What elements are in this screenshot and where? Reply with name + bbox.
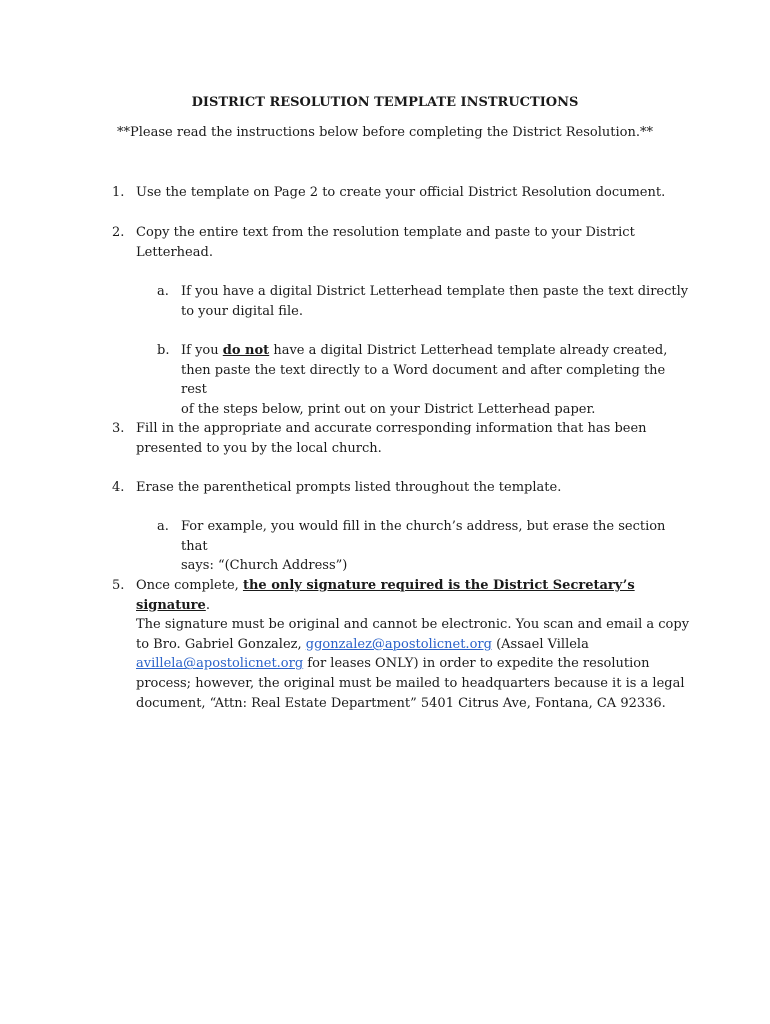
sub-item-text-line: to your digital file. [181,303,303,319]
list-item-text-line: process; however, the original must be mailed to headquarters because it is a legal [136,675,685,691]
text-run: . [205,597,210,613]
list-number: 1. [112,185,125,200]
sub-item-text-line: then paste the text directly to a Word document and after completing the rest [181,362,666,398]
sub-item-4a [157,517,691,576]
sub-item-text-line [181,341,691,361]
list-number: 4. [112,480,125,495]
text-run: Once complete, [136,578,243,593]
list-item-text-line [136,654,696,674]
list-item-1 [112,183,696,203]
list-item-3 [112,419,696,458]
sub-item-letter: a. [157,284,169,299]
text-run: have a digital District Letterhead template already created, [269,343,668,358]
text-run: (Assael Villela [491,636,589,652]
document-title: DISTRICT RESOLUTION TEMPLATE INSTRUCTIONS [191,95,579,110]
text-run: to Bro. Gabriel Gonzalez, [136,636,306,652]
list-item-text-line: Fill in the appropriate and accurate corresponding information that has been [136,421,647,436]
sub-item-text-line: says: “(Church Address”) [181,558,348,574]
list-item-text: Use the template on Page 2 to create your official District Resolution document. [136,185,666,200]
document-subtitle: **Please read the instructions below before completing the District Resolution.** [117,125,653,140]
list-item-text-line [136,576,696,615]
list-item-2 [112,223,696,262]
sub-item-text-line: For example, you would fill in the church’s address, but erase the section that [181,519,666,554]
sub-item-2b [157,341,691,419]
list-item-4 [112,478,696,498]
sub-item-letter: a. [157,519,169,534]
sub-item-text-line: of the steps below, print out on your District Letterhead paper. [181,401,596,417]
list-item-text-line [136,635,696,655]
email-link-avillela[interactable]: avillela@apostolicnet.org [136,656,304,672]
emphasis-do-not: do not [222,343,270,358]
email-link-ggonzalez[interactable]: ggonzalez@apostolicnet.org [305,636,492,652]
list-item-text-line: The signature must be original and cannot be electronic. You scan and email a copy [136,617,690,633]
sub-item-text-line: If you have a digital District Letterhead template then paste the text directly [181,284,689,299]
list-number: 2. [112,225,125,240]
list-item-text-line: presented to you by the local church. [136,440,382,456]
list-item-text-line: Copy the entire text from the resolution template and paste to your District [136,225,635,240]
list-item-text-line: Letterhead. [136,244,213,260]
text-run: If you [181,343,223,358]
list-item-text-line: document, “Attn: Real Estate Department” 5401 Citrus Ave, Fontana, CA 92336. [136,695,666,711]
list-number: 3. [112,421,125,436]
emphasis-signature-required: the only signature required is the District Secretary’s signature [136,578,635,613]
text-run: for leases ONLY) in order to expedite the resolution [303,656,650,672]
list-number: 5. [112,578,125,593]
sub-item-letter: b. [157,343,170,358]
sub-item-2a [157,282,691,321]
list-item-text: Erase the parenthetical prompts listed throughout the template. [136,480,562,495]
list-item-5 [112,576,696,713]
